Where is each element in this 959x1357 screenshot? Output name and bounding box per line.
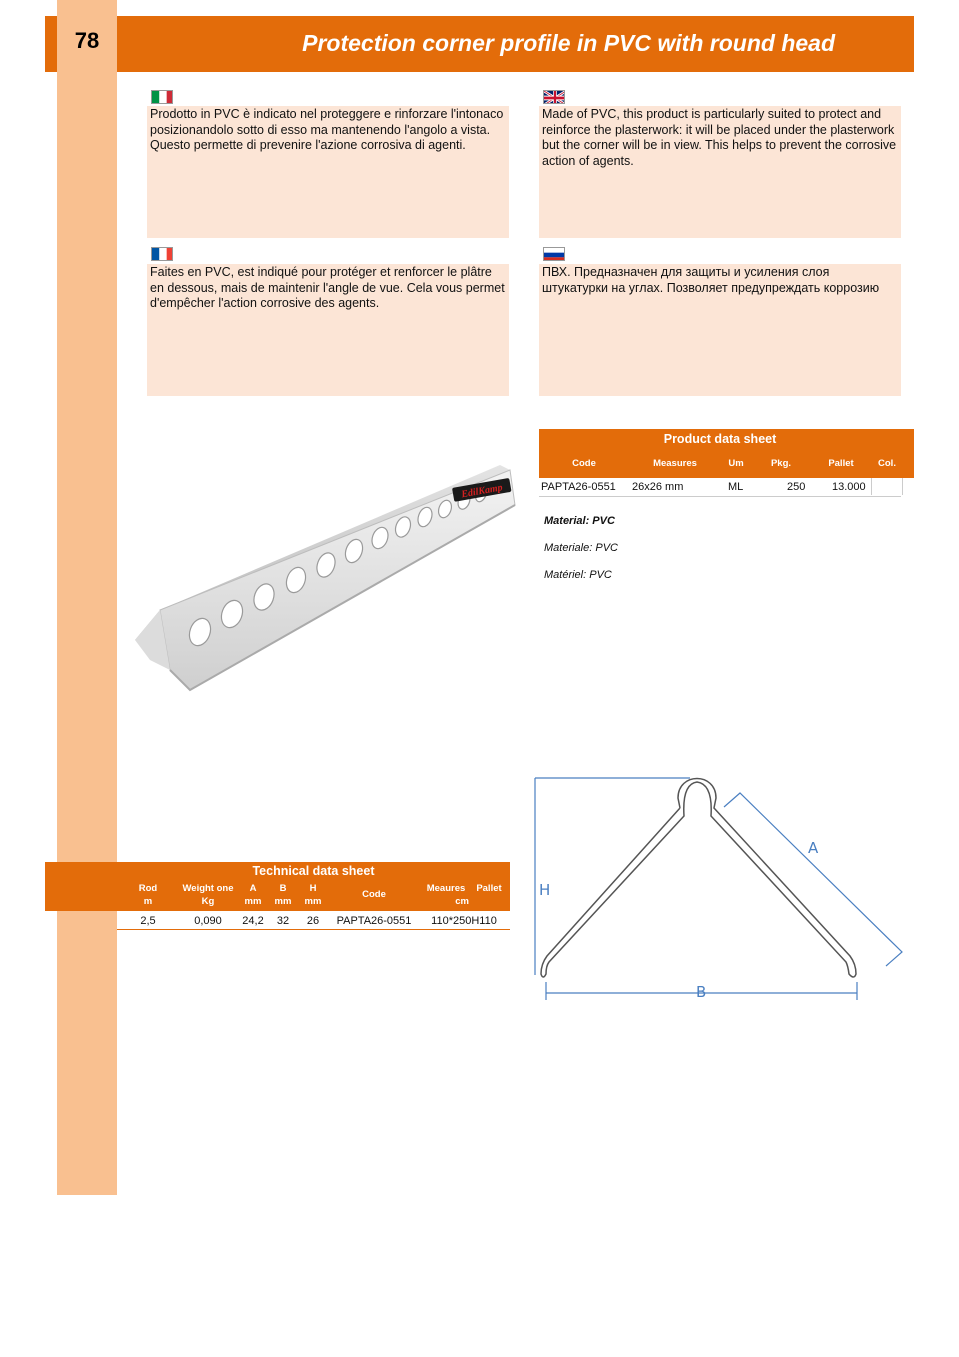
french-flag-icon <box>151 247 173 261</box>
material-it: Materiale: PVC <box>544 542 618 554</box>
description-en: Made of PVC, this product is particularly suited to protect and reinforce the plasterwork: it will be placed under the plasterwork but the corner will be in view. This helps to prevent the corrosive action of agents. <box>539 106 901 238</box>
tds-col-h: H mm <box>304 883 322 907</box>
profile-diagram <box>530 770 910 1010</box>
pds-cell-code: PAPTA26-0551 <box>541 481 616 493</box>
page-sidebar <box>57 0 117 1195</box>
material-en: Material: PVC <box>544 515 615 527</box>
russian-flag-icon <box>543 247 565 261</box>
product-image <box>130 460 520 700</box>
tds-col-a: A mm <box>244 883 262 907</box>
description-it: Prodotto in PVC è indicato nel proteggere e rinforzare l'intonaco posizionandolo sotto di esso ma mantenendo l'angolo a vista. Questo permette di prevenire l'azione corrosiva di agenti. <box>147 106 509 238</box>
pds-col-col: Col. <box>878 458 896 469</box>
material-fr: Matériel: PVC <box>544 569 612 581</box>
page-title: Protection corner profile in PVC with round head <box>302 30 835 56</box>
svg-text:EdilKamp: EdilKamp <box>460 482 504 501</box>
product-data-sheet <box>539 429 914 497</box>
tech-sheet-band <box>45 862 117 911</box>
description-fr: Faites en PVC, est indiqué pour protéger et renforcer le plâtre en dessous, mais de maintenir l'angle de vue. Cela vous permet d'empêcher l'action corrosive des agents. <box>147 264 509 396</box>
description-ru: ПВХ. Предназначен для защиты и усиления слоя штукатурки на углах. Позволяет предупреждать коррозию <box>539 264 901 396</box>
tds-col-measures: Meaures cm <box>426 883 469 907</box>
dimension-a-label: A <box>808 839 819 857</box>
pds-col-pkg: Pkg. <box>770 458 792 469</box>
tds-cell-rod: 2,5 <box>140 915 156 927</box>
tds-cell-a: 24,2 <box>242 915 264 927</box>
tds-cell-code: PAPTA26-0551 <box>336 915 412 927</box>
product-data-sheet-header <box>539 429 914 478</box>
pds-col-pallet: Pallet <box>828 458 854 469</box>
tds-col-pallet: Pallet <box>476 883 502 894</box>
pds-col-measures: Measures <box>653 458 697 469</box>
table-row <box>117 912 510 930</box>
pds-col-code: Code <box>572 458 596 469</box>
tech-sheet-header <box>117 862 510 911</box>
dimension-h-label: H <box>539 881 551 899</box>
pds-cell-um: ML <box>728 481 744 493</box>
tds-col-code: Code <box>362 889 386 900</box>
tds-col-b: B mm <box>274 883 292 907</box>
tds-cell-measures: 110*250H110 <box>431 915 497 927</box>
tds-cell-b: 32 <box>276 915 290 927</box>
tds-col-weight: Weight one Kg <box>182 883 234 907</box>
tds-cell-h: 26 <box>306 915 320 927</box>
italian-flag-icon <box>151 90 173 104</box>
uk-flag-icon <box>543 90 565 104</box>
table-row <box>539 478 901 497</box>
product-data-sheet-title: Product data sheet <box>663 432 777 446</box>
tds-col-rod: Rod m <box>138 883 158 907</box>
pds-col-um: Um <box>728 458 744 469</box>
page-number: 78 <box>74 28 100 53</box>
tds-cell-weight: 0,090 <box>194 915 222 927</box>
dimension-b-label: B <box>696 983 707 1001</box>
tech-sheet-title: Technical data sheet <box>252 864 375 878</box>
pds-cell-pallet: 13.000 <box>832 481 866 493</box>
pds-cell-pkg: 250 <box>787 481 806 493</box>
pds-cell-col <box>871 478 903 495</box>
pds-cell-measures: 26x26 mm <box>632 481 684 493</box>
